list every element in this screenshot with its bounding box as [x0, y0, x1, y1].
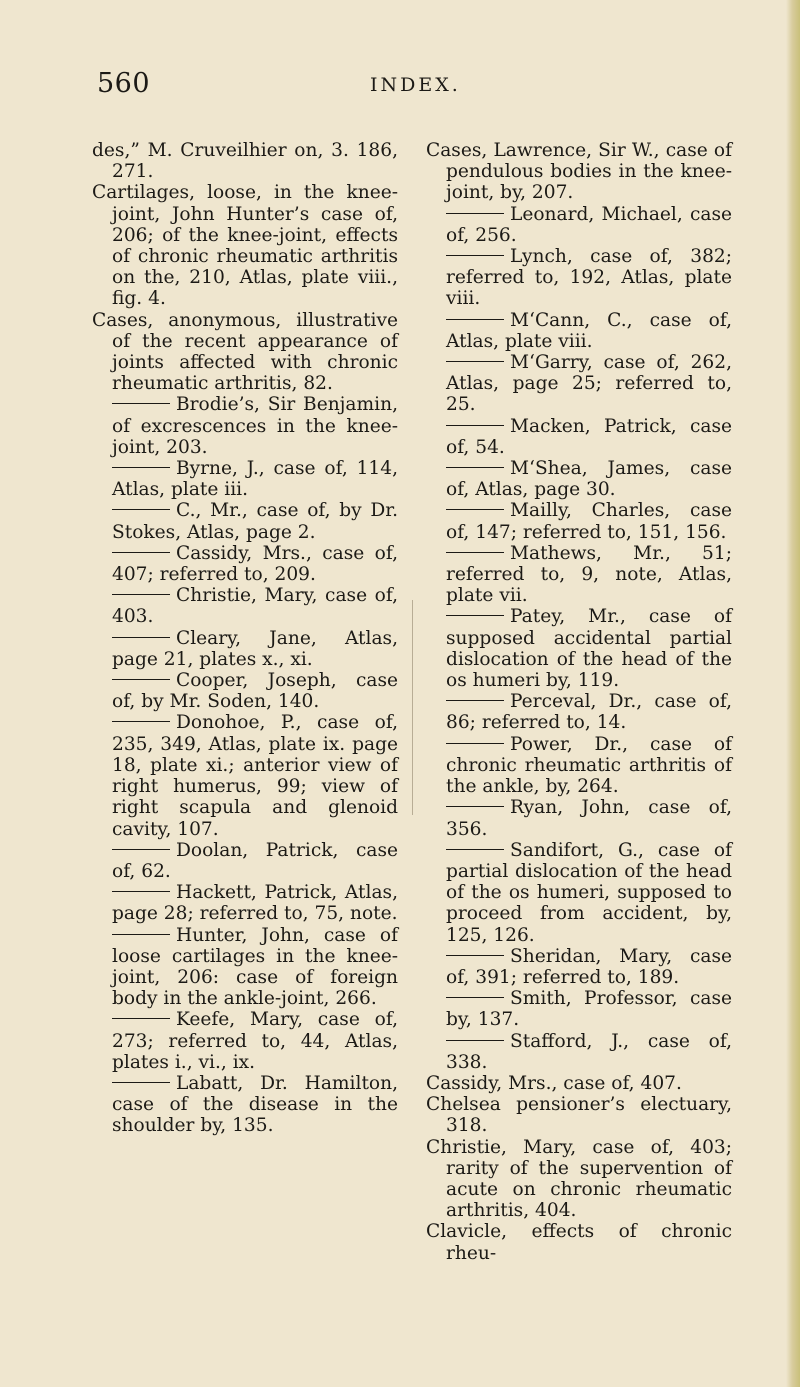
- index-subentry: [92, 394, 398, 458]
- entry-text: M‘Cann, C., case of, Atlas, plate viii.: [446, 309, 732, 352]
- ditto-dash: [112, 891, 170, 892]
- ditto-dash: [446, 467, 504, 468]
- index-subentry: [426, 606, 732, 691]
- ditto-dash: [446, 806, 504, 807]
- entry-text: Cassidy, Mrs., case of, 407; referred to, 209.: [112, 542, 398, 586]
- ditto-dash: [112, 849, 170, 850]
- page-edge: [786, 0, 800, 1387]
- entry-text: Brodie’s, Sir Benjamin, of excrescences in the knee-joint, 203.: [112, 394, 398, 458]
- ditto-dash: [446, 213, 504, 214]
- index-entry: [426, 1221, 732, 1263]
- index-subentry: [426, 988, 732, 1030]
- entry-text: Clavicle, effects of chronic rheu-: [426, 1221, 732, 1264]
- entry-text: Lynch, case of, 382; referred to, 192, Atlas, plate viii.: [446, 246, 732, 310]
- column-divider: [412, 600, 413, 815]
- index-column-left: [92, 140, 398, 1137]
- entry-text: Byrne, J., case of, 114, Atlas, plate iii.: [112, 458, 398, 501]
- entry-text: Cassidy, Mrs., case of, 407.: [426, 1072, 682, 1094]
- index-subentry: [426, 840, 732, 946]
- entry-text: Ryan, John, case of, 356.: [446, 797, 732, 840]
- entry-text: Hunter, John, case of loose cartilages in the knee-joint, 206: case of foreign body in the ankle-joint, 266.: [112, 924, 398, 1010]
- entry-text: C., Mr., case of, by Dr. Stokes, Atlas, page 2.: [112, 500, 398, 543]
- ditto-dash: [446, 849, 504, 850]
- entry-text: Chelsea pensioner’s electuary, 318.: [426, 1094, 732, 1137]
- index-entry: [426, 1073, 732, 1094]
- ditto-dash: [446, 997, 504, 998]
- index-column-right: [426, 140, 732, 1264]
- entry-text: Sandifort, G., case of partial dislocation of the head of the os humeri, supposed to proceed from accident, by, 125, 126.: [446, 839, 732, 946]
- index-subentry: [426, 310, 732, 352]
- entry-text: Mathews, Mr., 51; referred to, 9, note, Atlas, plate vii.: [446, 542, 732, 607]
- ditto-dash: [112, 1018, 170, 1019]
- index-subentry: [426, 458, 732, 500]
- ditto-dash: [112, 509, 170, 510]
- index-subentry: [92, 628, 398, 670]
- entry-text: Labatt, Dr. Hamilton, case of the disease in the shoulder by, 135.: [112, 1072, 398, 1137]
- ditto-dash: [446, 615, 504, 616]
- entry-text: Smith, Professor, case by, 137.: [446, 988, 732, 1031]
- index-entry: [426, 1094, 732, 1136]
- ditto-dash: [446, 1040, 504, 1041]
- entry-text: Christie, Mary, case of, 403; rarity of the supervention of acute on chronic rheumatic arthritis, 404.: [426, 1136, 732, 1222]
- index-subentry: [426, 797, 732, 839]
- ditto-dash: [446, 743, 504, 744]
- entry-text: Stafford, J., case of, 338.: [446, 1030, 732, 1073]
- ditto-dash: [446, 955, 504, 956]
- index-subentry: [426, 1031, 732, 1073]
- index-entry: [92, 310, 398, 395]
- index-subentry: [426, 734, 732, 798]
- index-subentry: [92, 1009, 398, 1073]
- ditto-dash: [446, 361, 504, 362]
- index-subentry: [426, 246, 732, 310]
- index-entry: [426, 1137, 732, 1222]
- entry-text: Cases, Lawrence, Sir W., case of pendulous bodies in the knee-joint, by, 207.: [426, 140, 732, 204]
- index-subentry: [92, 585, 398, 627]
- ditto-dash: [446, 700, 504, 701]
- index-subentry: [92, 712, 398, 839]
- index-subentry: [426, 543, 732, 607]
- ditto-dash: [446, 319, 504, 320]
- index-subentry: [92, 458, 398, 500]
- index-entry: [92, 182, 398, 309]
- page-number: 560: [97, 68, 151, 99]
- index-entry: [92, 140, 398, 182]
- entry-text: Keefe, Mary, case of, 273; referred to, 44, Atlas, plates i., vi., ix.: [112, 1009, 398, 1073]
- entry-text: Perceval, Dr., case of, 86; referred to, 14.: [446, 691, 732, 734]
- entry-text: Donohoe, P., case of, 235, 349, Atlas, plate ix. page 18, plate xi.; anterior view of right humerus, 99; view of right scapula and glenoid cavity, 107.: [112, 712, 398, 840]
- page-header: [0, 68, 800, 108]
- ditto-dash: [112, 679, 170, 680]
- ditto-dash: [112, 403, 170, 404]
- entry-text: Sheridan, Mary, case of, 391; referred to, 189.: [446, 945, 732, 988]
- entry-text: Cases, anonymous, illustrative of the recent appearance of joints affected with chronic rheumatic arthritis, 82.: [92, 309, 398, 395]
- entry-text: M‘Shea, James, case of, Atlas, page 30.: [446, 458, 732, 501]
- index-entry: [426, 140, 732, 204]
- index-subentry: [92, 925, 398, 1010]
- ditto-dash: [112, 721, 170, 722]
- entry-text: Doolan, Patrick, case of, 62.: [112, 839, 398, 882]
- entry-text: Christie, Mary, case of, 403.: [112, 585, 398, 628]
- entry-text: M‘Garry, case of, 262, Atlas, page 25; referred to, 25.: [446, 352, 732, 416]
- entry-text: Mailly, Charles, case of, 147; referred to, 151, 156.: [446, 500, 732, 543]
- index-subentry: [92, 1073, 398, 1137]
- entry-text: Cooper, Joseph, case of, by Mr. Soden, 140.: [112, 670, 398, 713]
- entry-text: Macken, Patrick, case of, 54.: [446, 415, 732, 458]
- entry-text: Power, Dr., case of chronic rheumatic arthritis of the ankle, by, 264.: [446, 733, 732, 798]
- entry-text: Leonard, Michael, case of, 256.: [446, 203, 732, 246]
- running-head: INDEX.: [370, 74, 461, 96]
- entry-text: Patey, Mr., case of supposed accidental partial dislocation of the head of the os humeri by, 119.: [446, 606, 732, 692]
- ditto-dash: [112, 467, 170, 468]
- ditto-dash: [112, 552, 170, 553]
- index-subentry: [426, 352, 732, 416]
- ditto-dash: [446, 552, 504, 553]
- index-subentry: [426, 416, 732, 458]
- entry-text: Hackett, Patrick, Atlas, page 28; referred to, 75, note.: [112, 882, 398, 925]
- entry-text: Cartilages, loose, in the knee-joint, John Hunter’s case of, 206; of the knee-joint, effects of chronic rheumatic arthritis on the, 210, Atlas, plate viii., fig. 4.: [92, 182, 398, 310]
- index-subentry: [92, 840, 398, 882]
- ditto-dash: [446, 255, 504, 256]
- entry-text: des,” M. Cruveilhier on, 3. 186, 271.: [92, 140, 398, 183]
- ditto-dash: [446, 509, 504, 510]
- index-subentry: [426, 500, 732, 542]
- ditto-dash: [112, 594, 170, 595]
- index-subentry: [92, 670, 398, 712]
- index-subentry: [426, 204, 732, 246]
- index-subentry: [92, 882, 398, 924]
- entry-text: Cleary, Jane, Atlas, page 21, plates x., xi.: [112, 627, 398, 670]
- ditto-dash: [112, 1082, 170, 1083]
- index-subentry: [92, 543, 398, 585]
- ditto-dash: [446, 425, 504, 426]
- index-subentry: [92, 500, 398, 542]
- ditto-dash: [112, 637, 170, 638]
- index-subentry: [426, 946, 732, 988]
- index-subentry: [426, 691, 732, 733]
- ditto-dash: [112, 934, 170, 935]
